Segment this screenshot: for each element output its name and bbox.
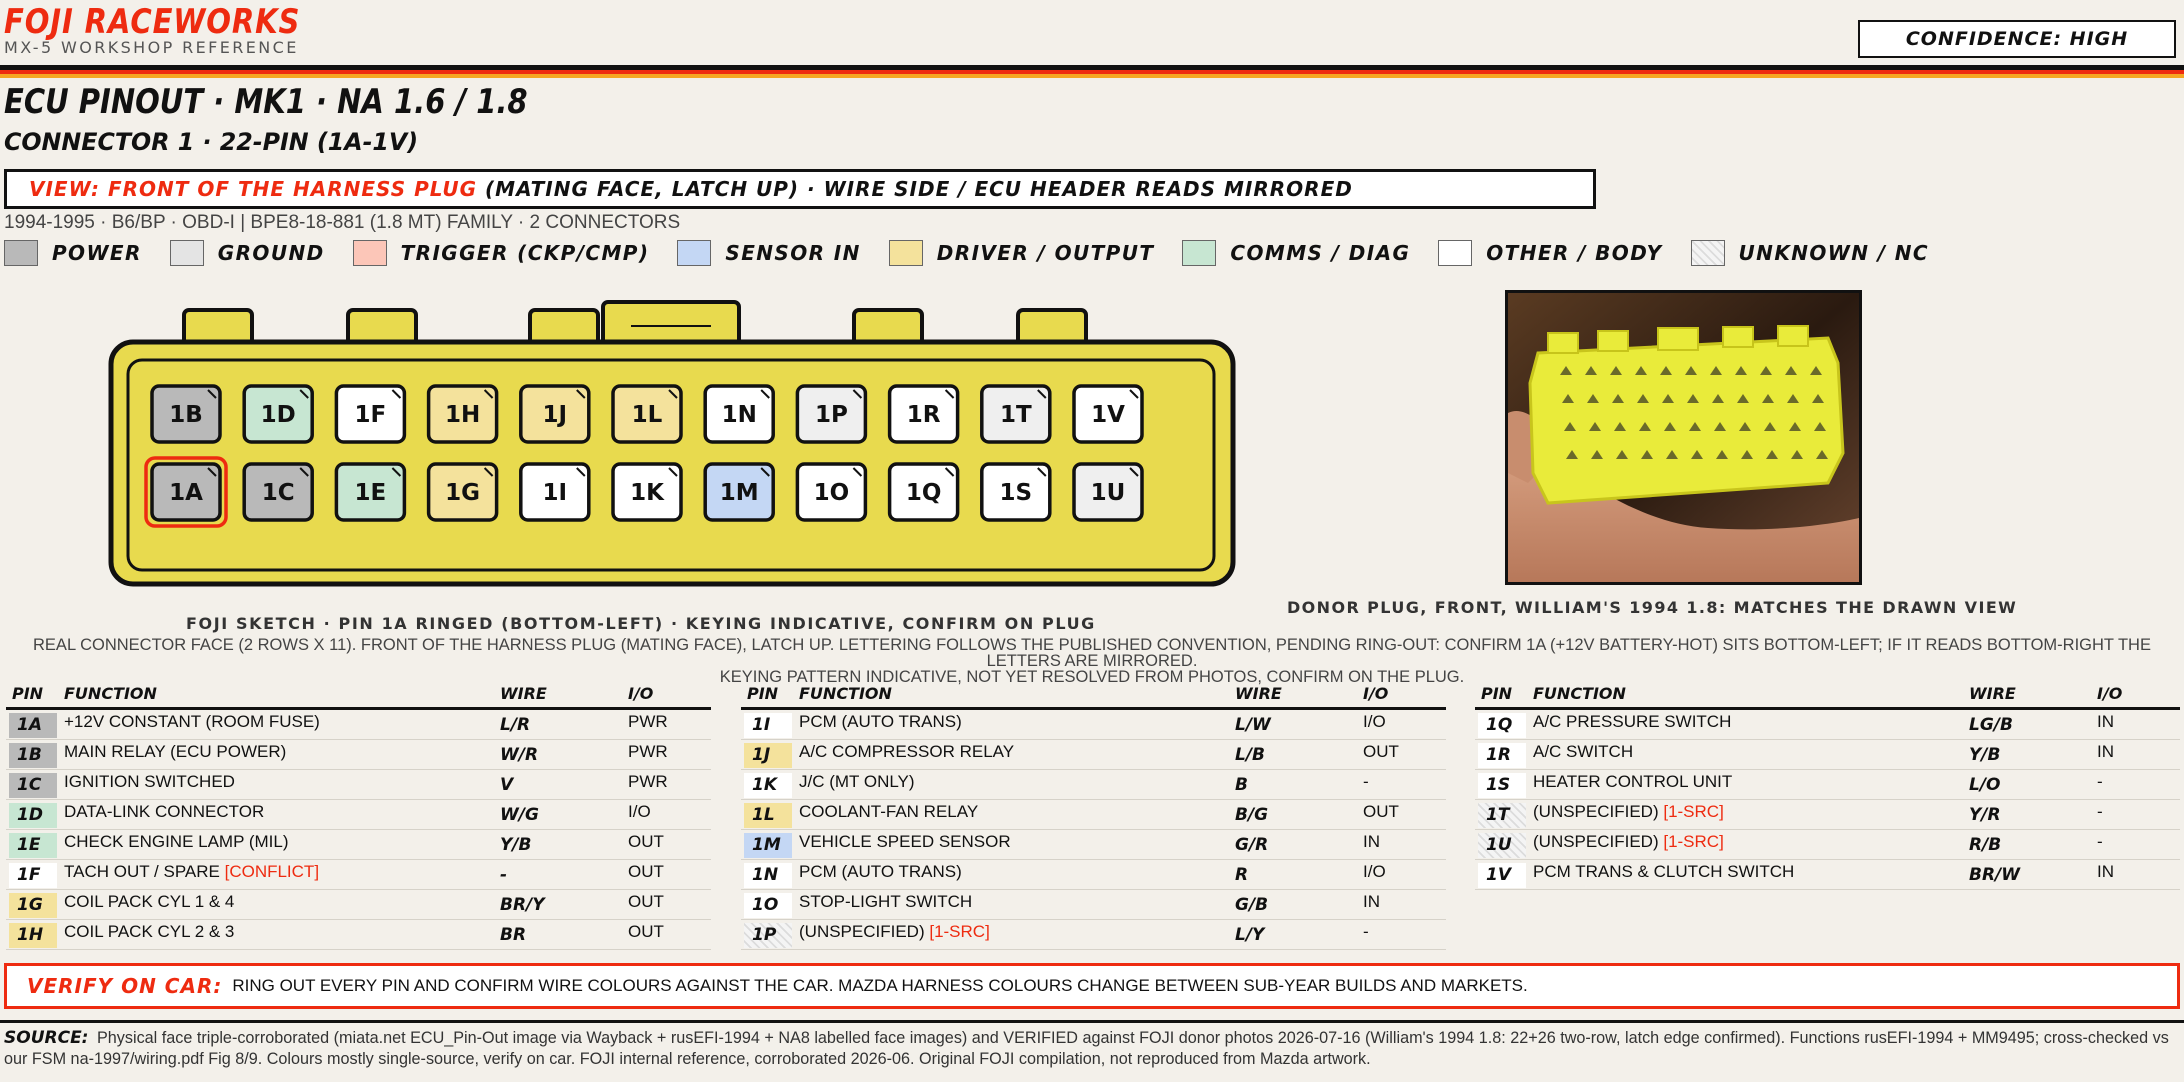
face-note-line-2: KEYING PATTERN INDICATIVE, NOT YET RESOLVED FROM PHOTOS, CONFIRM ON THE PLUG. [719,668,1465,686]
connector-pin-1t [982,386,1050,442]
pin-id: 1G [9,893,57,918]
function-text: PCM (AUTO TRANS) [799,712,962,731]
table-row [1475,710,2180,740]
pin-id: 1E [9,833,57,858]
function-text: J/C (MT ONLY) [799,772,915,791]
io-type: I/O [1363,712,1386,731]
legend-swatch [4,240,38,266]
legend-label: OTHER / BODY [1486,241,1663,265]
legend-label: DRIVER / OUTPUT [936,241,1155,265]
wire-color: L/Y [1235,925,1265,945]
connector-pin-1h [429,386,497,442]
table-header [741,678,1446,710]
function-text: COIL PACK CYL 1 & 4 [64,892,235,911]
pin-label: 1Q [905,480,942,506]
pin-function [799,832,1011,852]
pin-function [1533,712,1731,732]
function-text: PCM (AUTO TRANS) [799,862,962,881]
legend-label: TRIGGER (CKP/CMP) [400,241,650,265]
wire-color: Y/B [500,835,532,855]
pin-table-1 [6,678,711,950]
connector-pin-1n [705,386,773,442]
wire-color: B/G [1235,805,1269,825]
pin-id: 1F [9,863,57,888]
function-text: MAIN RELAY (ECU POWER) [64,742,287,761]
connector-pin-1r [890,386,958,442]
pin-id: 1Q [1478,713,1526,738]
pin-label: 1T [999,402,1032,428]
function-text: (UNSPECIFIED) [1533,832,1664,851]
io-type: IN [2097,742,2114,761]
connector-pin-1a [146,458,226,526]
wire-color: BR [500,925,527,945]
table-row [741,740,1446,770]
table-row [6,860,711,890]
pin-id: 1B [9,743,57,768]
function-text: A/C PRESSURE SWITCH [1533,712,1732,731]
function-text: TACH OUT / SPARE [64,862,225,881]
legend-swatch [170,240,204,266]
pin-label: 1N [721,402,757,428]
sketch-caption: FOJI SKETCH · PIN 1A RINGED (BOTTOM-LEFT) · KEYING INDICATIVE, CONFIRM ON PLUG [186,614,1096,633]
pin-function [64,862,319,882]
source-text: Physical face triple-corroborated (miata.net ECU_Pin-Out image via Wayback + rusEFI-1994 + NA8 labelled face images) and VERIFIED against FOJI donor photos 2026-07-16 (William's 1994 1.8: 22+26 two-row, latch edge confirmed). Functions rusEFI-1994 + MM9495; cross-checked vs our FSM na-1997/wiring.pdf Fig 8/9. Colours mostly single-source, verify on car. FOJI internal reference, corroborated 2026-06. Original FOJI compilation, not reproduced from Mazda artwork. [4,1029,2169,1068]
header-function: FUNCTION [799,684,892,703]
wire-color: R [1235,865,1249,885]
pin-label: 1J [542,402,568,428]
legend-item [889,240,1155,266]
pin-label: 1G [445,480,481,506]
wire-color: LG/B [1969,715,2013,735]
wire-color: BR/W [1969,865,2021,885]
table-row [741,860,1446,890]
table-row [1475,800,2180,830]
pin-function [64,802,264,822]
legend-label: POWER [52,241,142,265]
io-type: OUT [628,892,664,911]
pin-label: 1K [630,480,664,506]
table-header [6,678,711,710]
pin-id: 1U [1478,833,1526,858]
legend-swatch [1691,240,1725,266]
table-row [1475,830,2180,860]
pin-id: 1L [744,803,792,828]
table-row [6,890,711,920]
io-type: OUT [628,832,664,851]
header-pin: PIN [12,684,44,703]
vehicle-meta: 1994-1995 · B6/BP · OBD-I | BPE8-18-881 (1.8 MT) FAMILY · 2 CONNECTORS [4,212,681,233]
pin-function [1533,862,1794,882]
pin-function [799,772,915,792]
table-row [1475,740,2180,770]
table-row [741,890,1446,920]
pin-function [1533,742,1633,762]
header-wire: WIRE [1235,684,1282,703]
pin-id: 1N [744,863,792,888]
header-wire: WIRE [500,684,547,703]
io-type: IN [1363,832,1380,851]
table-row [741,710,1446,740]
io-type: OUT [1363,802,1399,821]
table-row [6,800,711,830]
wire-color: L/R [500,715,531,735]
table-row [741,770,1446,800]
function-text: STOP-LIGHT SWITCH [799,892,973,911]
connector-pin-1v [1074,386,1142,442]
pin-id: 1V [1478,863,1526,888]
pin-table-3 [1475,678,2180,890]
header-function: FUNCTION [1533,684,1626,703]
connector-pin-1s [982,464,1050,520]
connector-pin-1e [336,464,404,520]
pin-id: 1H [9,923,57,948]
source-tag: [1-SRC] [1663,802,1724,821]
table-row [741,830,1446,860]
table-row [6,740,711,770]
pin-function [799,802,978,822]
legend-item [1691,240,1929,266]
wire-color: BR/Y [500,895,545,915]
pin-id: 1T [1478,803,1526,828]
io-type: IN [2097,862,2114,881]
wire-color: L/O [1969,775,2001,795]
wire-color: W/G [500,805,539,825]
pin-label: 1V [1091,402,1125,428]
legend-item [677,240,860,266]
table-row [6,920,711,950]
face-note-line-1: REAL CONNECTOR FACE (2 ROWS X 11). FRONT OF THE HARNESS PLUG (MATING FACE), LATCH UP. LETTERING FOLLOWS THE PUBLISHED CONVENTION, PENDING RING-OUT: CONFIRM 1A (+12V BATTERY-HOT) SITS BOTTOM-LEFT; IF IT READS BOTTOM-RIGHT THE LETTERS ARE MIRRORED. [33,636,2151,670]
pin-function [64,772,235,792]
legend-swatch [889,240,923,266]
wire-color: Y/R [1969,805,2001,825]
header-wire: WIRE [1969,684,2016,703]
source-tag: [1-SRC] [1663,832,1724,851]
legend-label: GROUND [217,241,325,265]
table-header [1475,678,2180,710]
pin-function [64,922,234,942]
connector-sketch [108,300,1238,595]
io-type: PWR [628,772,668,791]
wire-color: L/W [1235,715,1271,735]
pin-id: 1D [9,803,57,828]
pin-function [799,712,962,732]
pin-label: 1I [542,480,568,506]
pin-label: 1S [999,480,1033,506]
source-tag: [CONFLICT] [224,862,320,881]
donor-plug-image [1508,293,1859,582]
header-pin: PIN [1481,684,1513,703]
connector-pin-1u [1074,464,1142,520]
pin-function [64,892,234,912]
connector-pin-1b [152,386,220,442]
connector-pin-1c [244,464,312,520]
io-type: - [1363,772,1369,791]
io-type: IN [2097,712,2114,731]
view-rest: (MATING FACE, LATCH UP) · WIRE SIDE / ECU HEADER READS MIRRORED [477,177,1353,201]
brand-subtitle: MX-5 WORKSHOP REFERENCE [4,38,299,57]
io-type: - [2097,772,2103,791]
pin-label: 1E [354,480,387,506]
pin-label: 1F [354,402,387,428]
pin-id: 1A [9,713,57,738]
table-row [6,830,711,860]
function-text: PCM TRANS & CLUTCH SWITCH [1533,862,1795,881]
pin-function [799,742,1014,762]
header-io: I/O [1363,684,1389,703]
io-type: OUT [628,862,664,881]
table-row [1475,770,2180,800]
pin-id: 1K [744,773,792,798]
view-highlight: VIEW: FRONT OF THE HARNESS PLUG [29,177,478,201]
wire-color: G/B [1235,895,1269,915]
source-divider [0,1020,2184,1023]
pin-table-2 [741,678,1446,950]
pin-id: 1I [744,713,792,738]
verify-text: RING OUT EVERY PIN AND CONFIRM WIRE COLOURS AGAINST THE CAR. MAZDA HARNESS COLOURS CHANGE BETWEEN SUB-YEAR BUILDS AND MARKETS. [232,976,1528,995]
legend-item [4,240,142,266]
source-tag: [1-SRC] [929,922,990,941]
function-text: DATA-LINK CONNECTOR [64,802,265,821]
header-function: FUNCTION [64,684,157,703]
connector-pin-1d [244,386,312,442]
legend-label: UNKNOWN / NC [1738,241,1930,265]
connector-pin-1m [705,464,773,520]
function-text: A/C SWITCH [1533,742,1634,761]
pin-id: 1S [1478,773,1526,798]
donor-plug-photo [1505,290,1862,585]
legend-swatch [353,240,387,266]
table-row [1475,860,2180,890]
wire-color: R/B [1969,835,2002,855]
legend-item [170,240,325,266]
table-row [741,800,1446,830]
pin-id: 1C [9,773,57,798]
verify-banner [4,963,2180,1009]
color-legend [4,238,1957,268]
connector-pin-1p [797,386,865,442]
wire-color: Y/B [1969,745,2001,765]
header-io: I/O [628,684,654,703]
function-text: (UNSPECIFIED) [799,922,930,941]
legend-item [353,240,650,266]
pin-function [1533,832,1724,852]
pin-function [799,862,962,882]
io-type: IN [1363,892,1380,911]
pin-label: 1B [169,402,203,428]
pin-id: 1P [744,923,792,948]
pin-id: 1R [1478,743,1526,768]
legend-label: SENSOR IN [725,241,861,265]
pin-label: 1L [631,402,663,428]
legend-item [1438,240,1662,266]
verify-label: VERIFY ON CAR: [27,974,223,998]
table-row [6,710,711,740]
connector-pin-1l [613,386,681,442]
pin-label: 1P [814,402,848,428]
pin-function [1533,772,1732,792]
connector-pin-1o [797,464,865,520]
pin-id: 1J [744,743,792,768]
wire-color: - [500,865,508,885]
connector-pin-1j [521,386,589,442]
pin-function [64,832,289,852]
pin-label: 1O [813,480,850,506]
io-type: I/O [1363,862,1386,881]
page-title: ECU PINOUT · MK1 · NA 1.6 / 1.8 [4,82,528,122]
pin-label: 1R [906,402,941,428]
pin-label: 1C [261,480,295,506]
pin-function [799,922,990,942]
io-type: PWR [628,712,668,731]
pin-label: 1M [719,480,759,506]
function-text: (UNSPECIFIED) [1533,802,1664,821]
view-orientation-banner [4,169,1596,209]
function-text: VEHICLE SPEED SENSOR [799,832,1011,851]
pin-label: 1A [169,480,203,506]
header-io: I/O [2097,684,2123,703]
io-type: OUT [1363,742,1399,761]
wire-color: V [500,775,514,795]
function-text: IGNITION SWITCHED [64,772,235,791]
connector-pin-1k [613,464,681,520]
pin-function [64,742,286,762]
confidence-badge: CONFIDENCE: HIGH [1858,20,2176,58]
pin-label: 1U [1090,480,1126,506]
header-pin: PIN [747,684,779,703]
page-subtitle: CONNECTOR 1 · 22-PIN (1A-1V) [4,128,419,156]
source-label: SOURCE: [4,1028,89,1048]
function-text: CHECK ENGINE LAMP (MIL) [64,832,289,851]
legend-swatch [677,240,711,266]
brand-logo: FOJI RACEWORKS [4,2,301,42]
function-text: +12V CONSTANT (ROOM FUSE) [64,712,320,731]
pin-id: 1O [744,893,792,918]
pin-label: 1H [444,402,481,428]
io-type: I/O [628,802,651,821]
pin-function [64,712,320,732]
legend-label: COMMS / DIAG [1230,241,1411,265]
table-row [6,770,711,800]
io-type: - [1363,922,1369,941]
io-type: - [2097,802,2103,821]
wire-color: L/B [1235,745,1265,765]
connector-pin-1q [890,464,958,520]
wire-color: B [1235,775,1248,795]
io-type: - [2097,832,2103,851]
connector-pin-1g [429,464,497,520]
io-type: PWR [628,742,668,761]
io-type: OUT [628,922,664,941]
legend-swatch [1182,240,1216,266]
pin-id: 1M [744,833,792,858]
pin-function [1533,802,1724,822]
function-text: COOLANT-FAN RELAY [799,802,979,821]
source-note [4,1028,2176,1070]
function-text: A/C COMPRESSOR RELAY [799,742,1015,761]
photo-caption: DONOR PLUG, FRONT, WILLIAM'S 1994 1.8: MATCHES THE DRAWN VIEW [1287,598,2018,617]
wire-color: W/R [500,745,539,765]
legend-item [1182,240,1410,266]
header-stripe-orange [0,74,2184,78]
legend-swatch [1438,240,1472,266]
wire-color: G/R [1235,835,1269,855]
connector-pin-1i [521,464,589,520]
pin-function [799,892,972,912]
function-text: COIL PACK CYL 2 & 3 [64,922,235,941]
connector-pin-1f [336,386,404,442]
table-row [741,920,1446,950]
function-text: HEATER CONTROL UNIT [1533,772,1733,791]
pin-label: 1D [260,402,296,428]
